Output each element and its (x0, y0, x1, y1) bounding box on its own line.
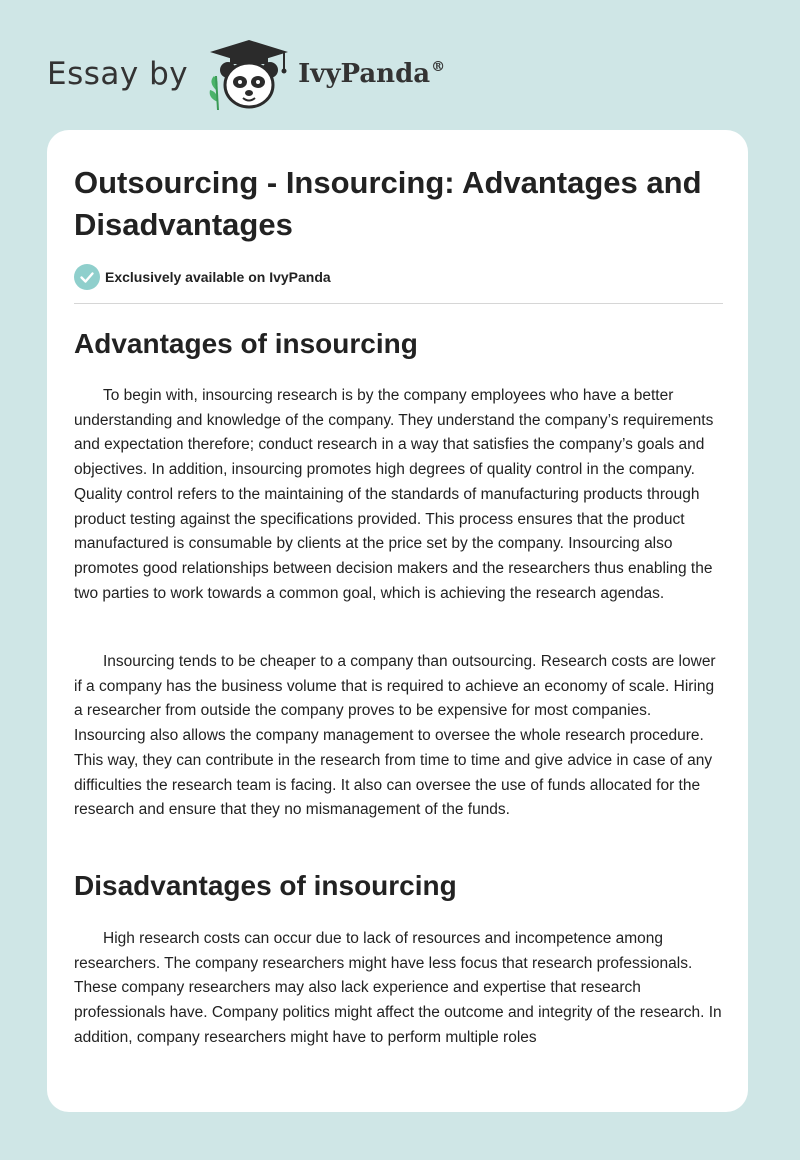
panda-logo-icon[interactable] (204, 36, 294, 112)
exclusive-label: Exclusively available on IvyPanda (105, 269, 331, 285)
brand-name[interactable]: IvyPanda® (298, 59, 446, 89)
section-heading-advantages: Advantages of insourcing (74, 328, 418, 359)
paragraph-advantages-2: Insourcing tends to be cheaper to a company than outsourcing. Research costs are lower if a company has the business volume that is required to achieve an economy of scale. Hiring a researcher from outside the company proves to be expensive for most companies. Insourcing also allows the company management to oversee the whole research procedure. This way, they can contribute in the research from time to time and give advice in case of any difficulties the research team is facing. It also can oversee the use of funds allocated for the research and ensure that they no mismanagement of the funds. (74, 653, 716, 819)
paragraph-advantages-1: To begin with, insourcing research is by the company employees who have a better understanding and knowledge of the company. They understand the company’s requirements and expectation therefore; conduct research in a way that satisfies the company’s goals and objectives. In addition, insourcing promotes high degrees of quality control in the company. Quality control refers to the maintaining of the standards of manufacturing products through product testing against the specifications provided. This process ensures that the product manufactured is consumable by clients at the price set by the company. Insourcing also promotes good relationships between decision makers and the researchers thus enabling the two parties to work towards a common goal, which is achieving the research agendas. (74, 387, 714, 602)
section-heading-disadvantages: Disadvantages of insourcing (74, 870, 457, 901)
page-title: Outsourcing - Insourcing: Advantages and Disadvantages (74, 165, 702, 242)
divider (74, 303, 723, 304)
site-header (47, 34, 445, 114)
paragraph-disadvantages-1: High research costs can occur due to lack of resources and incompetence among researchers. The company researchers might have less focus that research professionals. These company researchers may also lack experience and expertise that research professionals have. Company politics might affect the outcome and integrity of the research. In addition, company researchers might have to perform multiple roles (74, 930, 722, 1046)
registered-mark: ® (431, 59, 446, 75)
article-card (47, 130, 748, 1112)
exclusive-badge (74, 264, 331, 290)
essay-by-label: Essay by (47, 56, 189, 92)
checkmark-circle-icon (74, 264, 100, 290)
